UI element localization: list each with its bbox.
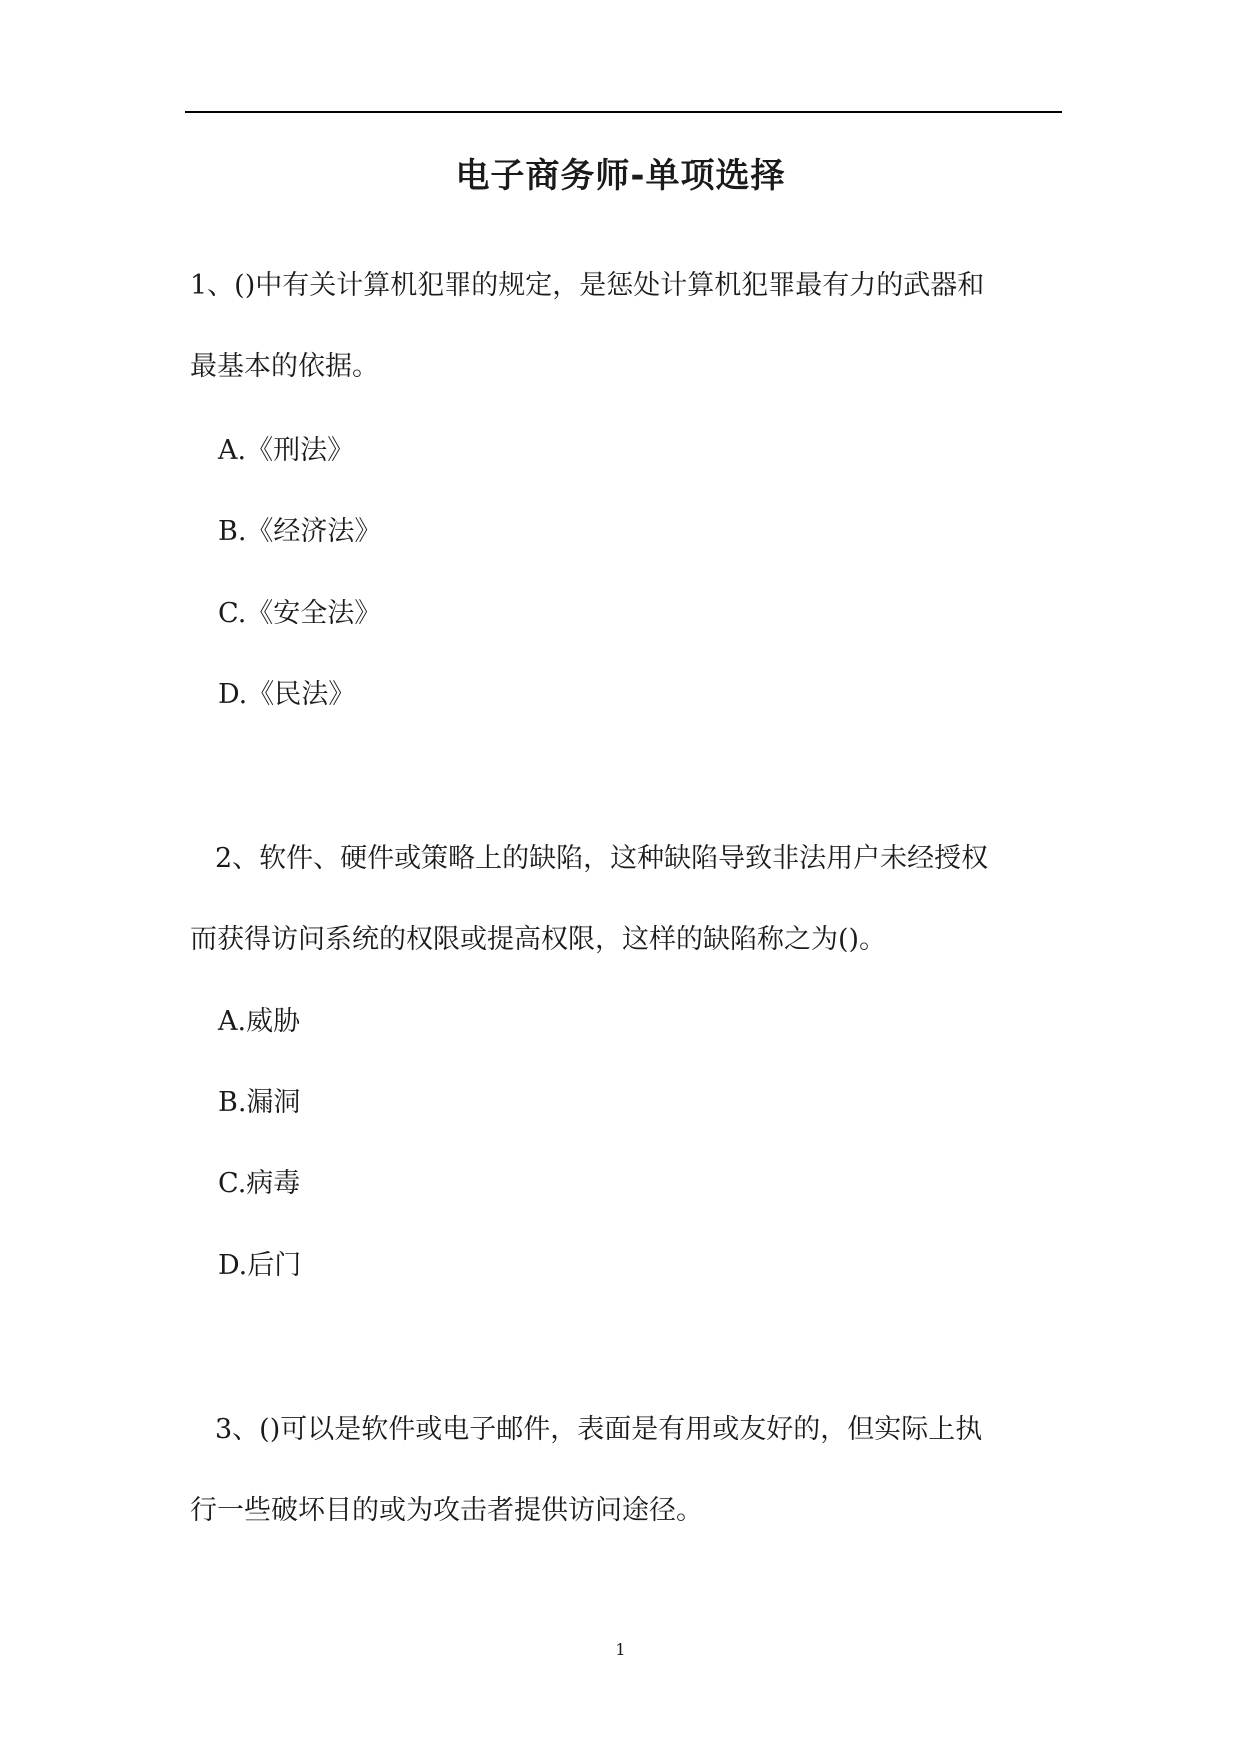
page-number: 1 <box>615 1640 626 1659</box>
question-3-line-2: 行一些破坏目的或为攻击者提供访问途径。 <box>190 1495 703 1526</box>
question-1-option-c: C.《安全法》 <box>218 598 382 629</box>
question-2-option-d: D.后门 <box>218 1250 302 1281</box>
question-2-line-2: 而获得访问系统的权限或提高权限，这样的缺陷称之为()。 <box>190 924 887 955</box>
question-1-line-2: 最基本的依据。 <box>190 351 379 382</box>
question-2-option-c: C.病毒 <box>218 1168 301 1199</box>
question-3-line-1: 3、()可以是软件或电子邮件，表面是有用或友好的，但实际上执 <box>215 1414 983 1445</box>
question-2-option-b: B.漏洞 <box>218 1087 301 1118</box>
question-2-line-1: 2、软件、硬件或策略上的缺陷，这种缺陷导致非法用户未经授权 <box>215 843 989 874</box>
question-1-option-d: D.《民法》 <box>218 679 356 710</box>
question-1-line-1: 1、()中有关计算机犯罪的规定，是惩处计算机犯罪最有力的武器和 <box>190 270 985 301</box>
document-title: 电子商务师-单项选择 <box>455 156 786 196</box>
question-1-option-b: B.《经济法》 <box>218 516 382 547</box>
question-1-option-a: A.《刑法》 <box>218 435 355 466</box>
question-2-option-a: A.威胁 <box>218 1006 301 1037</box>
header-rule <box>185 111 1062 113</box>
